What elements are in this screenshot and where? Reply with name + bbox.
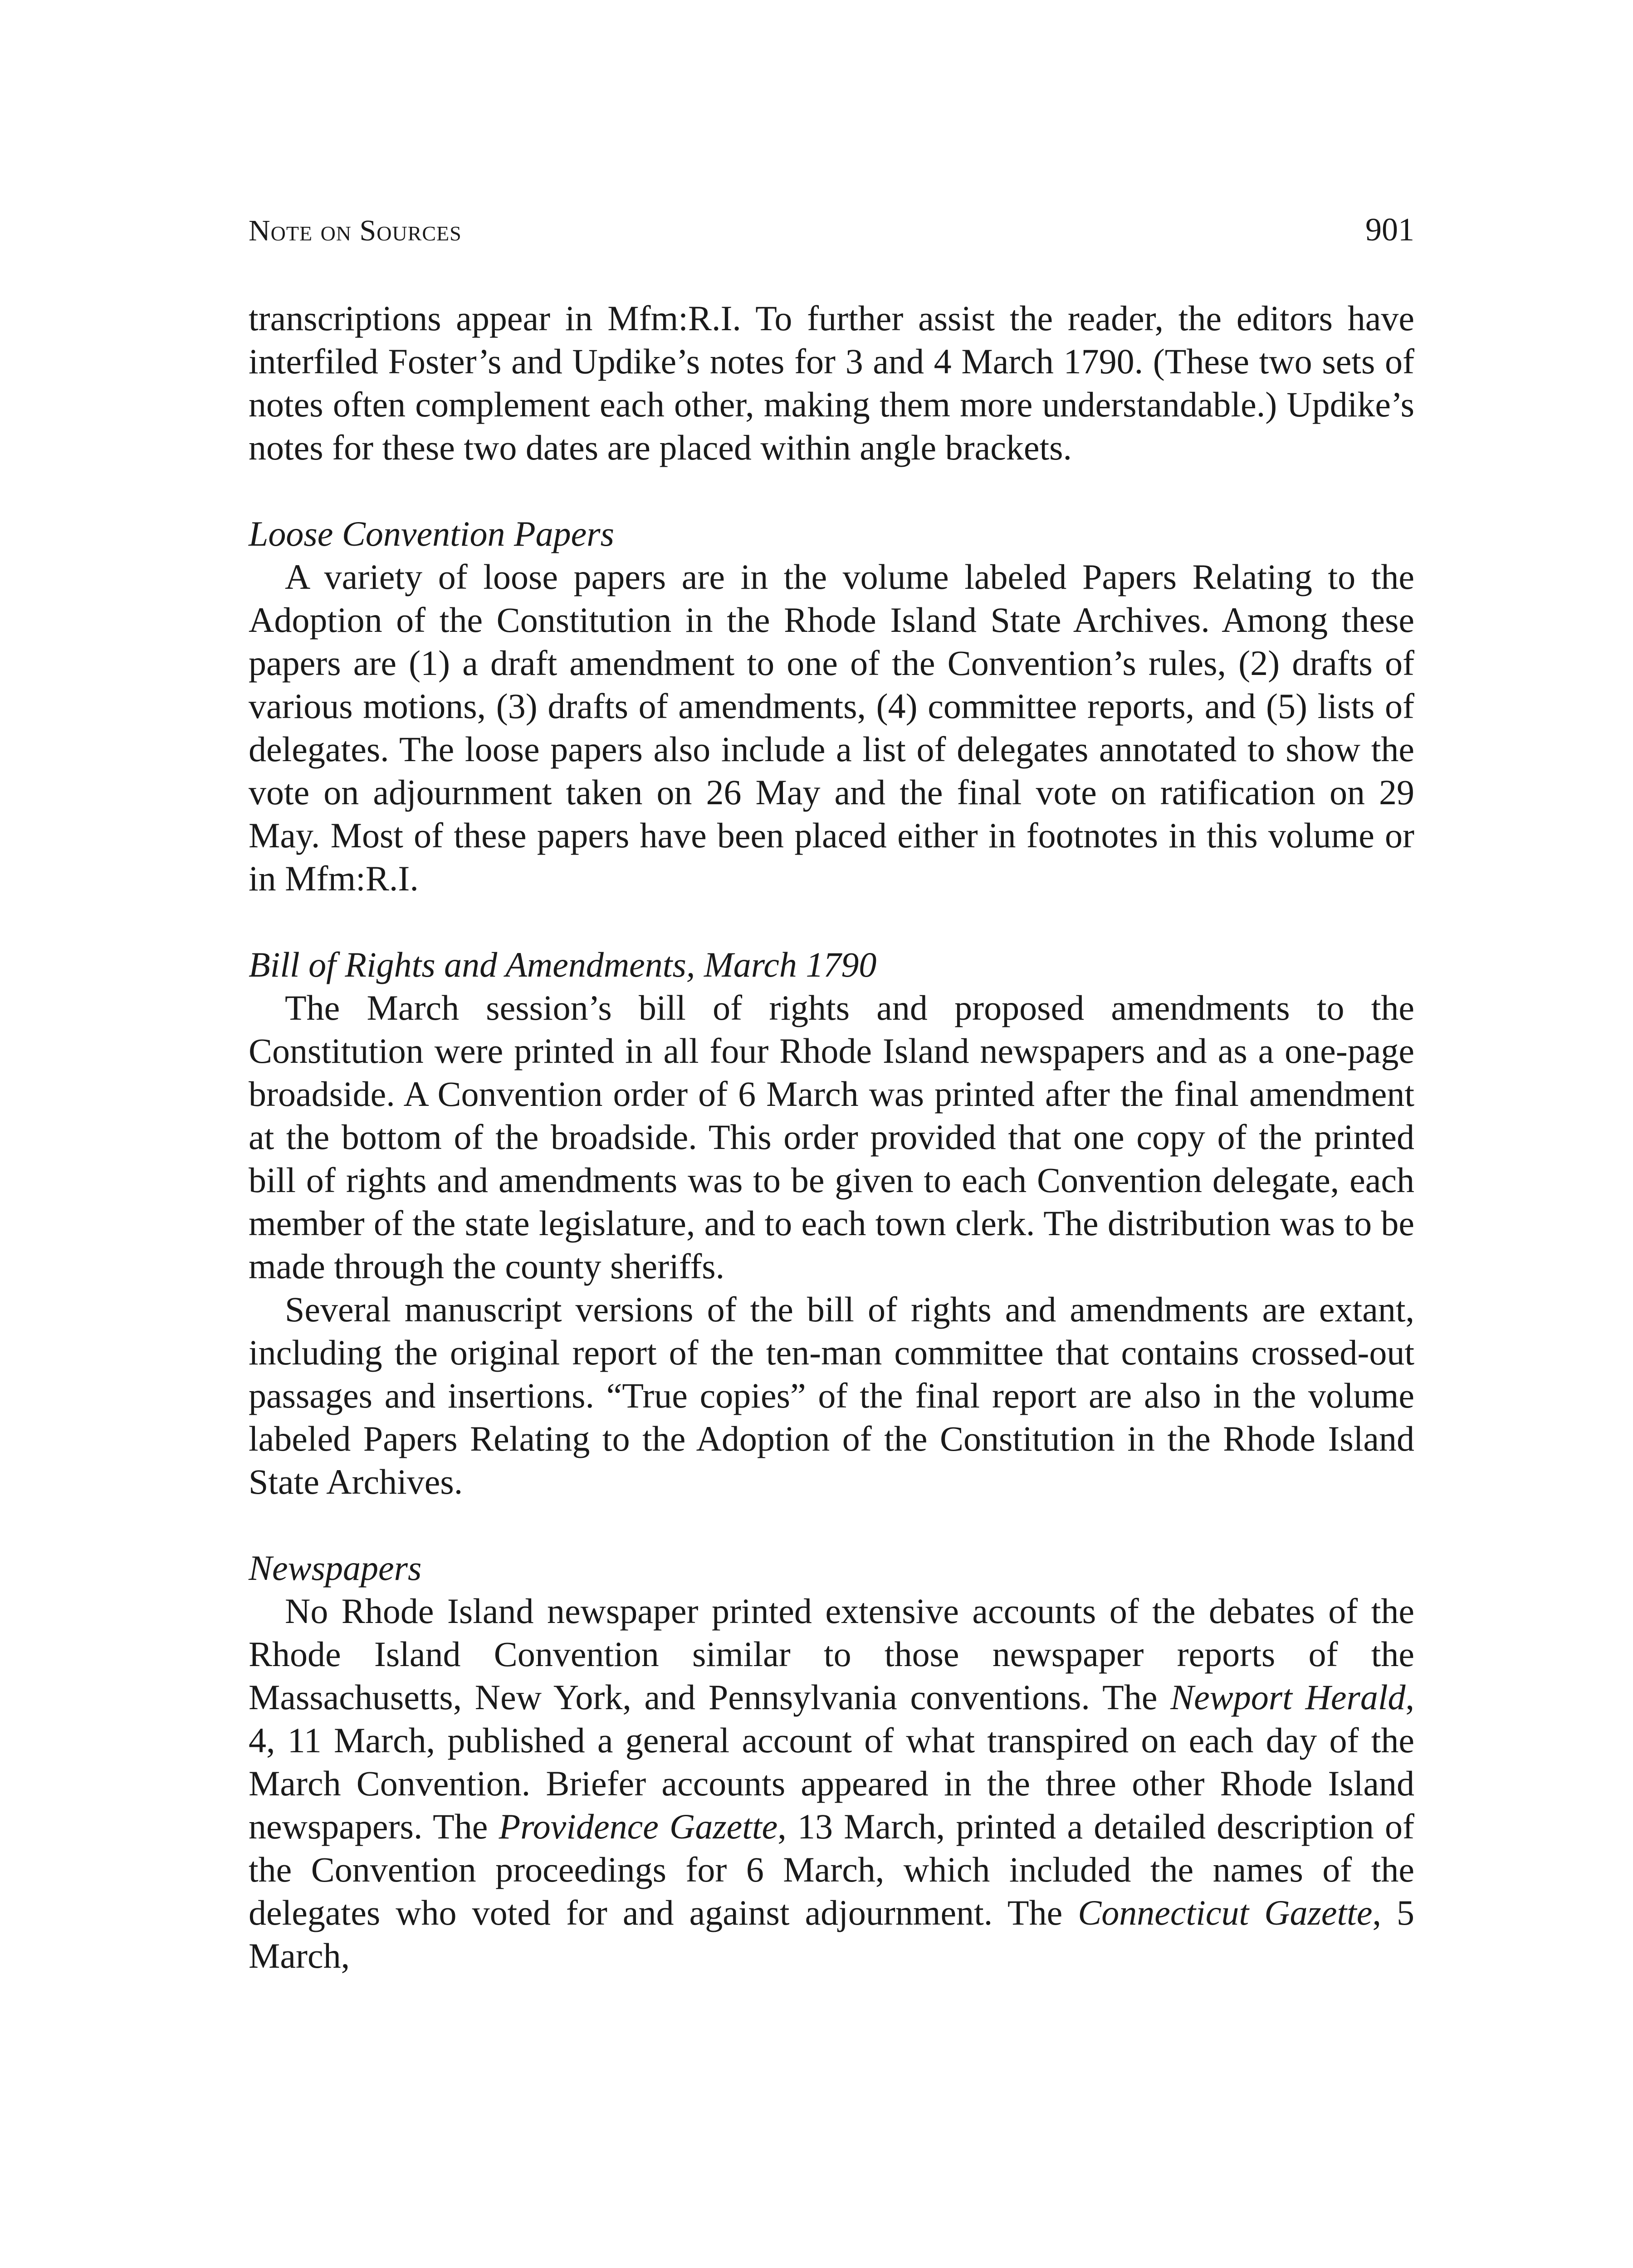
newspaper-title: Newport Herald	[1170, 1677, 1406, 1717]
section-heading: Newspapers	[249, 1548, 422, 1588]
text-run: , 13 March, printed a detailed description of the Convention proceedings for 6 March, which included the names of the delegates who voted for and against adjournment. The	[249, 1807, 1415, 1932]
body-paragraph	[249, 1589, 1414, 1977]
text-run: , 5 March,	[249, 1893, 1415, 1975]
newspaper-title: Providence Gazette	[499, 1807, 778, 1846]
intro-paragraph: transcriptions appear in Mfm:R.I. To further assist the reader, the editors have interfiled Foster’s and Updike’s notes for 3 and 4 March 1790. (These two sets of notes often complement each other, making them more understandable.) Updike’s notes for these two dates are placed within angle brackets.	[249, 298, 1414, 467]
section-loose-convention-papers	[249, 512, 1414, 900]
running-head-title: Note on Sources	[249, 214, 462, 247]
section-newspapers	[249, 1546, 1414, 1977]
section-heading: Loose Convention Papers	[249, 514, 614, 553]
page-number: 901	[1365, 211, 1414, 248]
newspaper-title: Connecticut Gazette	[1078, 1893, 1373, 1932]
body-paragraph: The March session’s bill of rights and proposed amendments to the Constitution were printed in all four Rhode Island newspapers and as a one-page broadside. A Convention order of 6 March was printed after the final amendment at the bottom of the broadside. This order provided that one copy of the printed bill of rights and amendments was to be given to each Convention delegate, each member of the state legislature, and to each town clerk. The distribution was to be made through the county sheriffs.	[249, 988, 1414, 1286]
section-heading: Bill of Rights and Amendments, March 1790	[249, 945, 877, 984]
body-paragraph: A variety of loose papers are in the volume labeled Papers Relating to the Adoption of the Constitution in the Rhode Island State Archives. Among these papers are (1) a draft amendment to one of the Convention’s rules, (2) drafts of various motions, (3) drafts of amendments, (4) committee reports, and (5) lists of delegates. The loose papers also include a list of delegates annotated to show the vote on adjournment taken on 26 May and the final vote on ratification on 29 May. Most of these papers have been placed either in footnotes in this volume or in Mfm:R.I.	[249, 557, 1414, 898]
running-head	[249, 213, 1414, 246]
section-bill-of-rights	[249, 943, 1414, 1503]
book-page	[249, 213, 1414, 1977]
body-paragraph: Several manuscript versions of the bill of rights and amendments are extant, including the original report of the ten-man committee that contains crossed-out passages and insertions. “True copies” of the final report are also in the volume labeled Papers Relating to the Adoption of the Constitution in the Rhode Island State Archives.	[249, 1290, 1414, 1501]
text-run: No Rhode Island newspaper printed extensive accounts of the debates of the Rhode Island Convention similar to those newspaper reports of the Massachusetts, New York, and Pennsylvania conventions. The	[249, 1591, 1414, 1717]
text-run: , 4, 11 March, published a general account of what transpired on each day of the March Convention. Briefer accounts appeared in the three other Rhode Island newspapers. The	[249, 1677, 1414, 1846]
